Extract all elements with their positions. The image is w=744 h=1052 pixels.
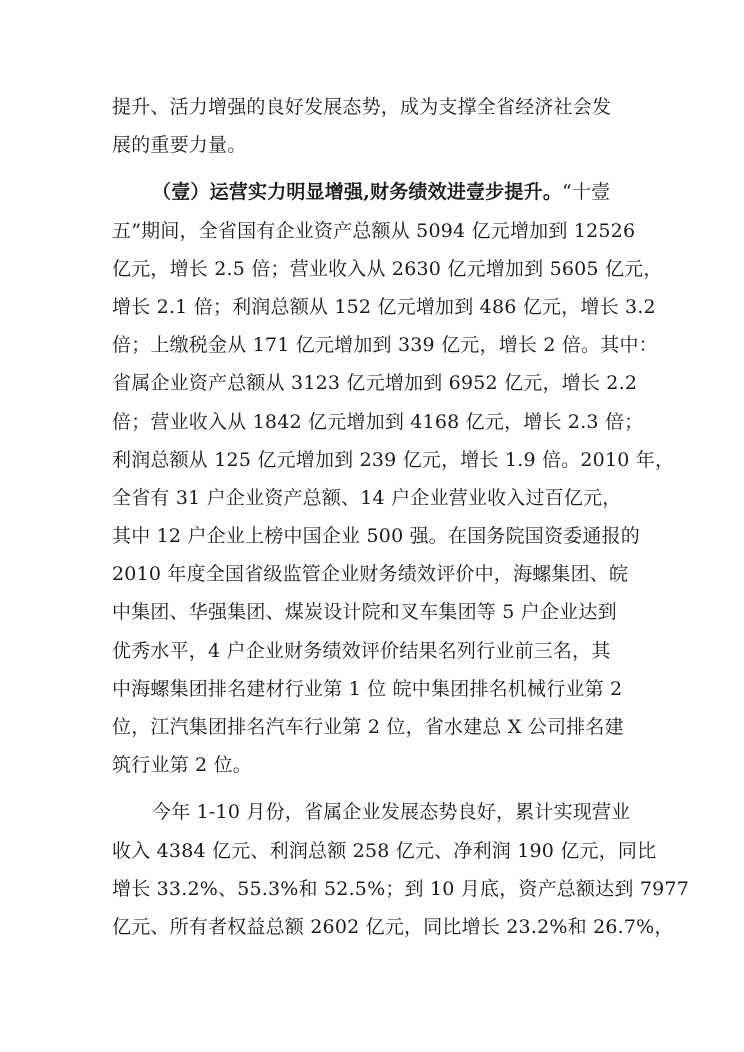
- text-line: 中海螺集团排名建材行业第 1 位 皖中集团排名机械行业第 2: [112, 677, 623, 700]
- text-fragment: “十壹: [562, 181, 611, 204]
- text-line: 倍；营业收入从 1842 亿元增加到 4168 亿元，增长 2.3 倍；: [112, 410, 644, 433]
- text-line: 增长 33.2%、55.3%和 52.5%；到 10 月底，资产总额达到 7977: [112, 877, 690, 900]
- text-line: 提升、活力增强的良好发展态势，成为支撑全省经济社会发: [112, 96, 612, 118]
- text-line: 展的重要力量。: [112, 134, 247, 157]
- text-line: 亿元、所有者权益总额 2602 亿元，同比增长 23.2%和 26.7%，: [112, 915, 674, 938]
- text-line: 其中 12 户企业上榜中国企业 500 强。在国务院国资委通报的: [112, 525, 641, 548]
- text-line: 今年 1-10 月份，省属企业发展态势良好，累计实现营业: [152, 801, 631, 824]
- text-line: 全省有 31 户企业资产总额、14 户企业营业收入过百亿元，: [112, 486, 622, 509]
- paragraph-gap: [112, 164, 632, 173]
- text-line: 筑行业第 2 位。: [112, 754, 252, 777]
- text-line: 位，江汽集团排名汽车行业第 2 位，省水建总 X 公司排名建: [112, 716, 624, 738]
- text-line: 省属企业资产总额从 3123 亿元增加到 6952 亿元，增长 2.2: [112, 372, 638, 395]
- section-heading-line: [112, 173, 632, 211]
- text-line: 利润总额从 125 亿元增加到 239 亿元，增长 1.9 倍。2010 年，: [112, 448, 675, 471]
- text-line: 收入 4384 亿元、利润总额 258 亿元、净利润 190 亿元，同比: [112, 839, 657, 862]
- text-line: 增长 2.1 倍；利润总额从 152 亿元增加到 486 亿元，增长 3.2: [112, 295, 656, 318]
- section-heading: （壹）运营实力明显增强,财务绩效进壹步提升。: [152, 181, 563, 204]
- text-line: 亿元，增长 2.5 倍；营业收入从 2630 亿元增加到 5605 亿元，: [112, 257, 663, 280]
- document-page: [112, 88, 690, 946]
- paragraph-gap: [112, 784, 632, 793]
- text-line: 五”期间，全省国有企业资产总额从 5094 亿元增加到 12526: [112, 219, 636, 242]
- text-line: 优秀水平，4 户企业财务绩效评价结果名列行业前三名，其: [112, 639, 611, 662]
- text-line: 中集团、华强集团、煤炭设计院和叉车集团等 5 户企业达到: [112, 601, 617, 624]
- text-line: 倍；上缴税金从 171 亿元增加到 339 亿元，增长 2 倍。其中：: [112, 334, 658, 357]
- text-line: 2010 年度全国省级监管企业财务绩效评价中，海螺集团、皖: [112, 563, 629, 586]
